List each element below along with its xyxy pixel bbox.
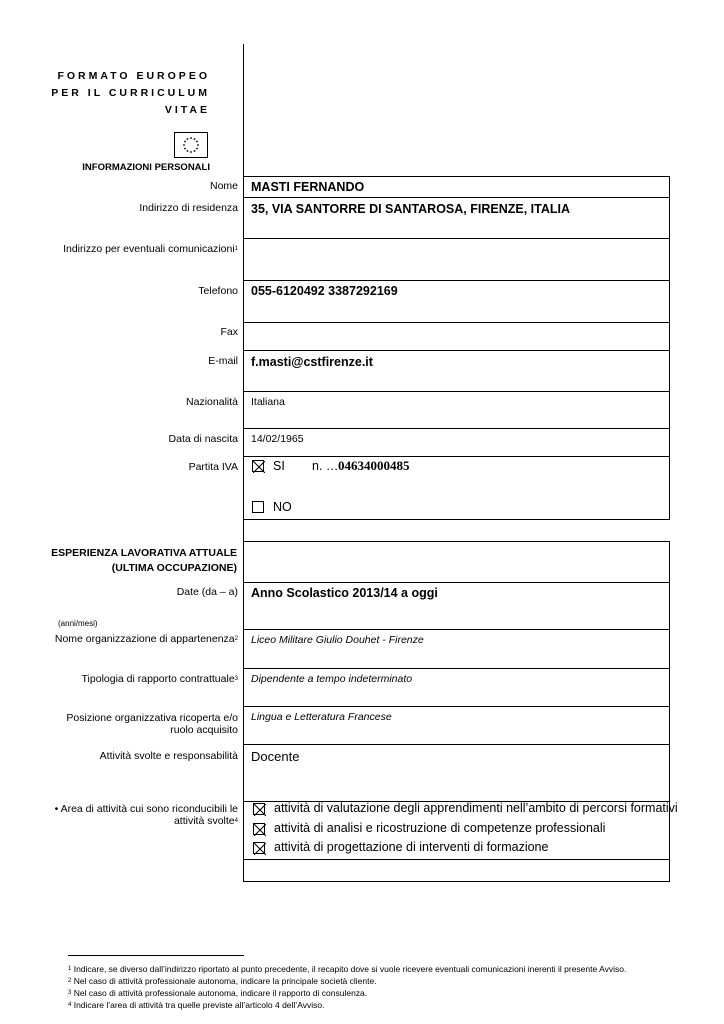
residenza-label: Indirizzo di residenza [139, 202, 238, 214]
nascita-label: Data di nascita [168, 433, 238, 445]
posizione-value: Lingua e Letteratura Francese [251, 711, 392, 723]
org-label [55, 633, 238, 645]
nazionalita-box [244, 391, 670, 429]
footnote-ref-3: 3 [234, 676, 238, 682]
area-checkbox-1[interactable] [253, 803, 265, 815]
rapporto-value: Dipendente a tempo indeterminato [251, 673, 413, 685]
cross-icon [253, 461, 265, 473]
comunicazioni-label-text: Indirizzo per eventuali comunicazioni [63, 243, 235, 255]
eu-flag-icon [174, 132, 208, 158]
section-experience-title-1: ESPERIENZA LAVORATIVA ATTUALE [51, 547, 237, 559]
area-item-2: attività di analisi e ricostruzione di competenze professionali [274, 821, 606, 835]
iva-label: Partita IVA [188, 461, 238, 473]
cross-icon [254, 843, 266, 855]
fax-label: Fax [220, 326, 238, 338]
iva-no-label: NO [273, 500, 292, 514]
posizione-label-2: ruolo acquisito [170, 724, 238, 736]
empty-box [244, 859, 670, 882]
footnote-3-num: 3 [68, 990, 72, 996]
footnote-3-text: Nel caso di attività professionale autonoma, indicare il rapporto di consulenza. [73, 988, 368, 998]
footnote-4-text: Indicare l’area di attività tra quelle previste all’articolo 4 dell’Avviso. [73, 1000, 325, 1010]
section-experience-title [40, 546, 237, 576]
footnote-1-text: Indicare, se diverso dall’indirizzo riportato al punto precedente, il recapito dove si vuole ricevere eventuali comunicazioni inerenti il presente Avviso. [73, 964, 627, 974]
footnote-divider [68, 955, 244, 956]
telefono-value: 055-6120492 3387292169 [251, 284, 398, 298]
posizione-label-1: Posizione organizzativa ricoperta e/o [66, 712, 238, 724]
nazionalita-label: Nazionalità [186, 396, 238, 408]
iva-n-label: n. … [312, 459, 339, 473]
posizione-label [66, 712, 238, 736]
date-label: Date (da – a) [176, 586, 238, 598]
rapporto-label-text: Tipologia di rapporto contrattuale [81, 673, 235, 685]
footnote-3 [68, 987, 367, 999]
nome-value: MASTI FERNANDO [251, 180, 365, 194]
org-label-text: Nome organizzazione di appartenenza [54, 633, 235, 645]
iva-box [244, 456, 670, 520]
residenza-value: 35, VIA SANTORRE DI SANTAROSA, FIRENZE, ITALIA [251, 202, 571, 216]
nascita-box [244, 428, 670, 457]
rapporto-label [82, 673, 238, 685]
iva-number: 04634000485 [338, 458, 410, 473]
area-checkbox-3[interactable] [253, 842, 265, 854]
area-label [55, 803, 238, 827]
cross-icon [254, 824, 266, 836]
area-item-1: attività di valutazione degli apprendimenti nell’ambito di percorsi formativi [274, 801, 678, 815]
comunicazioni-box [244, 238, 670, 281]
iva-no-checkbox[interactable] [252, 501, 264, 513]
email-value: f.masti@cstfirenze.it [251, 355, 373, 369]
title-line-1: FORMATO EUROPEO [57, 70, 210, 82]
fax-box [244, 322, 670, 351]
attivita-value: Docente [251, 749, 300, 764]
title-line-2: PER IL CURRICULUM [51, 87, 210, 99]
title-line-3: VITAE [164, 104, 210, 116]
nascita-value: 14/02/1965 [251, 433, 304, 445]
footnote-4 [68, 999, 324, 1011]
date-value: Anno Scolastico 2013/14 a oggi [251, 586, 438, 600]
footnote-4-num: 4 [68, 1002, 72, 1008]
footnote-1 [68, 963, 626, 975]
experience-header-box [244, 541, 670, 583]
email-label: E-mail [208, 355, 238, 367]
footnote-ref-4: 4 [234, 818, 238, 824]
attivita-label: Attività svolte e responsabilità [99, 750, 238, 762]
org-value: Liceo Militare Giulio Douhet - Firenze [251, 634, 424, 646]
nazionalita-value: Italiana [251, 396, 285, 408]
comunicazioni-label [63, 243, 238, 255]
attivita-box [244, 744, 670, 802]
nome-label: Nome [209, 180, 238, 192]
area-checkbox-2[interactable] [253, 823, 265, 835]
iva-si-label: SI [273, 459, 285, 473]
footnote-ref-1: 1 [234, 246, 238, 252]
cross-icon [254, 804, 266, 816]
footnote-2-num: 2 [68, 978, 72, 984]
area-label-2: attività svolte [173, 815, 235, 827]
date-sub-label: (anni/mesi) [58, 619, 98, 628]
footnote-2-text: Nel caso di attività professionale autonoma, indicare la principale società cliente. [73, 976, 377, 986]
iva-si-checkbox[interactable] [252, 460, 264, 472]
footnote-ref-2: 2 [234, 636, 238, 642]
section-personal-title: INFORMAZIONI PERSONALI [82, 162, 210, 173]
area-item-3: attività di progettazione di interventi di formazione [274, 840, 549, 854]
telefono-label: Telefono [198, 285, 238, 297]
footnote-1-num: 1 [68, 966, 72, 972]
area-label-1: • Area di attività cui sono riconducibili le [54, 803, 238, 815]
footnote-2 [68, 975, 377, 987]
section-experience-title-2: (ULTIMA OCCUPAZIONE) [111, 562, 237, 574]
